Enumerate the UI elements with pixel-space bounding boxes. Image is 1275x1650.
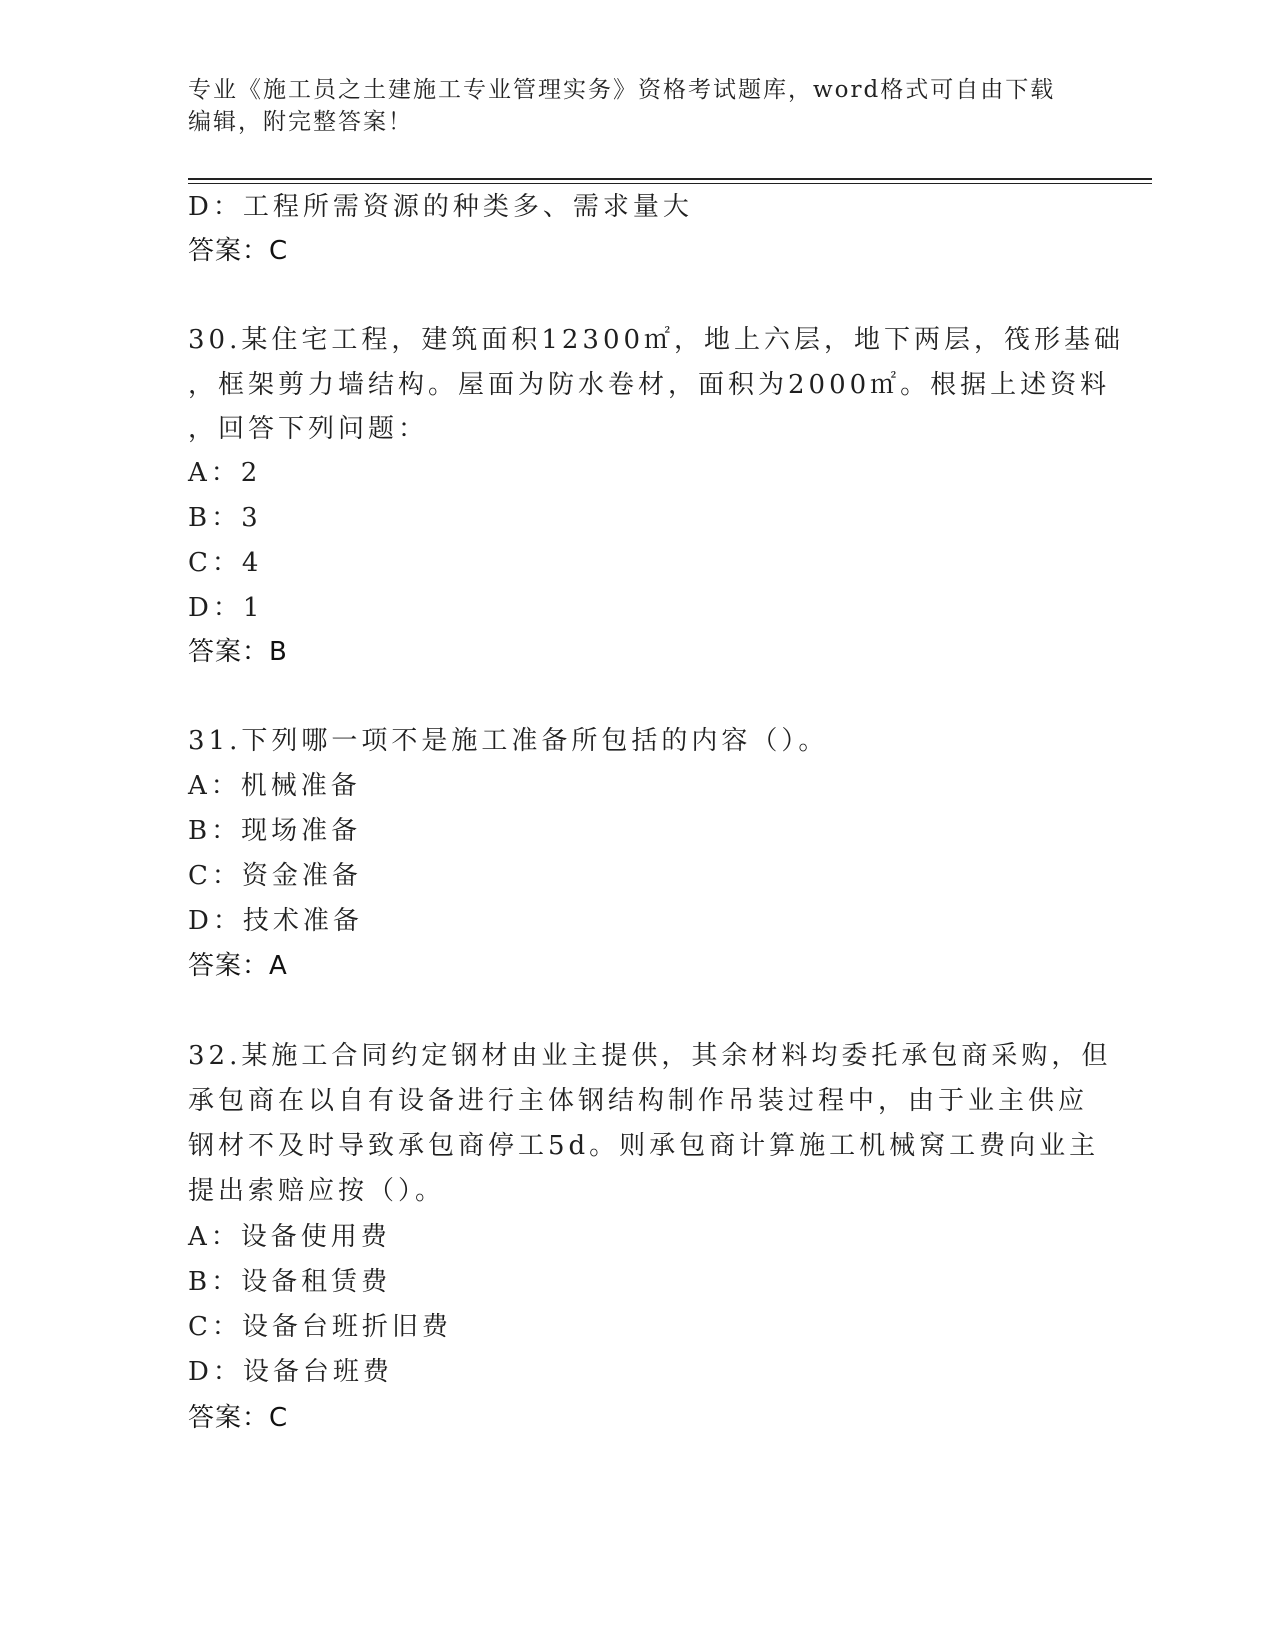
q30-answer: 答案：B xyxy=(188,637,288,667)
prev-option-d: D：工程所需资源的种类多、需求量大 xyxy=(188,192,693,222)
q30-stem-line1: 30.某住宅工程，建筑面积12300㎡，地上六层，地下两层，筏形基础 xyxy=(188,325,1125,355)
q30-option-a: A：2 xyxy=(188,458,262,488)
q32-stem-line3: 钢材不及时导致承包商停工5d。则承包商计算施工机械窝工费向业主 xyxy=(188,1131,1100,1161)
q30-stem-line2: ，框架剪力墙结构。屋面为防水卷材，面积为2000㎡。根据上述资料 xyxy=(188,370,1111,400)
header-divider-thick xyxy=(188,178,1152,180)
q31-answer: 答案：A xyxy=(188,951,288,981)
q31-option-b: B：现场准备 xyxy=(188,816,362,846)
q31-stem-line1: 31.下列哪一项不是施工准备所包括的内容（）。 xyxy=(188,726,829,756)
q30-option-b: B：3 xyxy=(188,503,262,533)
header-divider-thin xyxy=(188,183,1152,184)
q32-stem-line4: 提出索赔应按（）。 xyxy=(188,1176,446,1206)
q32-option-d: D：设备台班费 xyxy=(188,1357,393,1387)
q32-stem-line1: 32.某施工合同约定钢材由业主提供，其余材料均委托承包商采购，但 xyxy=(188,1041,1112,1071)
q31-option-d: D：技术准备 xyxy=(188,906,363,936)
q30-stem-line3: ，回答下列问题： xyxy=(188,414,429,444)
q31-option-c: C：资金准备 xyxy=(188,861,362,891)
q32-option-c: C：设备台班折旧费 xyxy=(188,1312,452,1342)
q32-option-b: B：设备租赁费 xyxy=(188,1267,392,1297)
q30-option-d: D：1 xyxy=(188,593,264,623)
q32-stem-line2: 承包商在以自有设备进行主体钢结构制作吊装过程中，由于业主供应 xyxy=(188,1086,1089,1116)
prev-answer: 答案：C xyxy=(188,236,289,266)
q30-option-c: C：4 xyxy=(188,548,263,578)
q31-option-a: A：机械准备 xyxy=(188,771,361,801)
q32-answer: 答案：C xyxy=(188,1403,289,1433)
document-header: 专业《施工员之土建施工专业管理实务》资格考试题库，word格式可自由下载编辑，附完整答案！ xyxy=(188,77,1056,135)
q32-option-a: A：设备使用费 xyxy=(188,1222,391,1252)
